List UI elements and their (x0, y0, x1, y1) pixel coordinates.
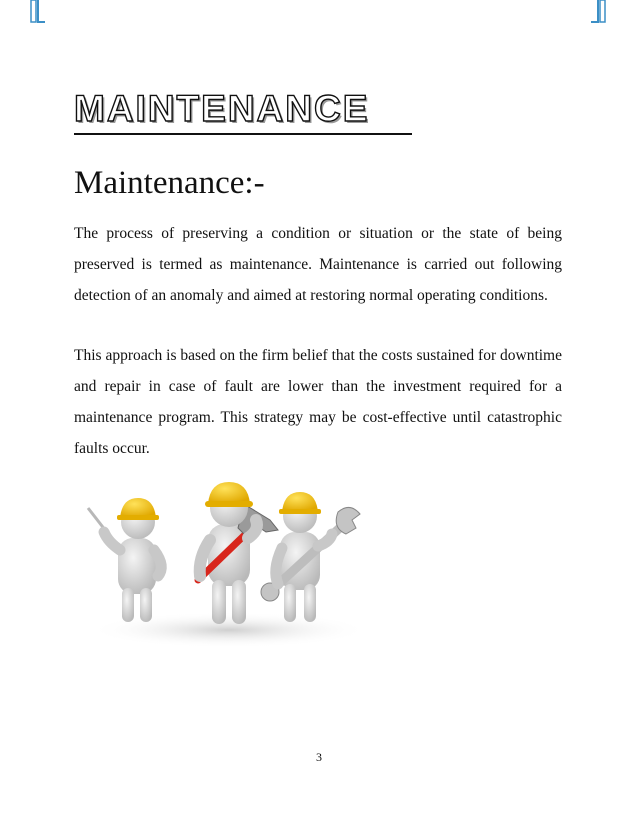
heading-underline (74, 133, 412, 135)
frame-corner-left (30, 0, 46, 26)
worker-wrench-icon (261, 492, 360, 622)
page-number: 3 (316, 750, 322, 764)
worker-screwdriver-icon (88, 498, 165, 622)
paragraph-1: The process of preserving a condition or situation or the state of being preserved is termed as maintenance. Maintenance is carried out following detection of an anomaly and aimed at restoring normal operating conditions. (74, 225, 562, 304)
section-heading: MAINTENANCE (74, 88, 370, 129)
paragraph-2: This approach is based on the firm belief that the costs sustained for downtime and repair in case of fault are lower than the investment required for a maintenance program. This strategy may be cost-effective until catastrophic faults occur. (74, 347, 562, 457)
workers-with-tools-illustration (74, 480, 382, 658)
worker-hammer-icon (198, 482, 278, 624)
subheading: Maintenance:- (74, 165, 265, 201)
frame-corner-right (590, 0, 606, 26)
wrench-head (336, 507, 360, 534)
